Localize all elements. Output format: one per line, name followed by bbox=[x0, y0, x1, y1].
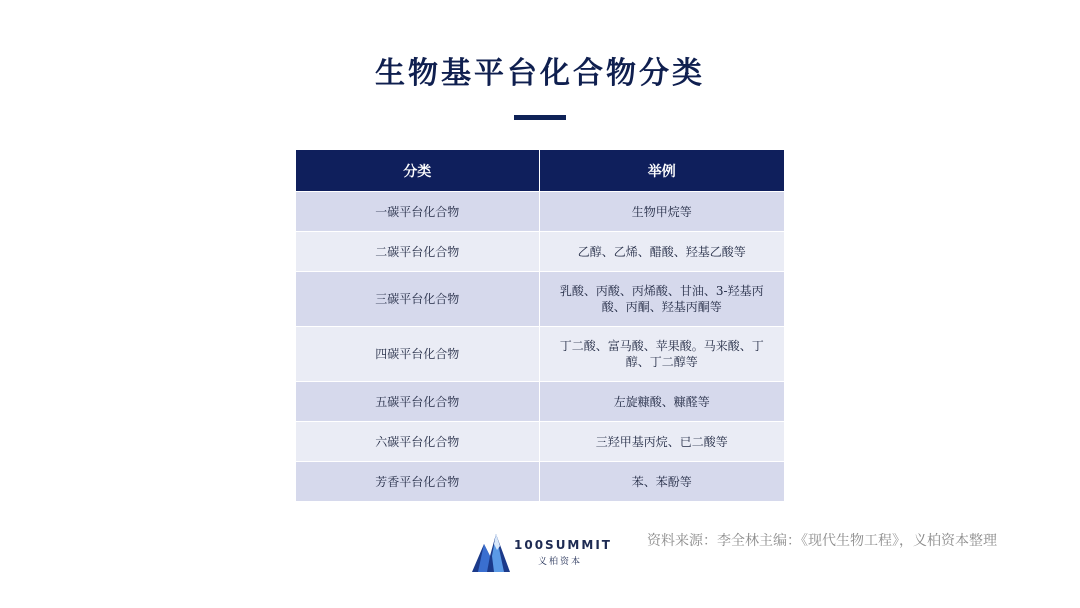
logo-name: 100SUMMIT bbox=[514, 538, 612, 552]
table-row bbox=[296, 272, 784, 327]
table-row bbox=[296, 422, 784, 462]
examples-cell: 生物甲烷等 bbox=[539, 192, 784, 232]
category-cell: 二碳平台化合物 bbox=[296, 232, 539, 272]
category-cell: 三碳平台化合物 bbox=[296, 272, 539, 327]
examples-cell: 三羟甲基丙烷、已二酸等 bbox=[539, 422, 784, 462]
mountain-logo-icon bbox=[470, 530, 512, 574]
category-cell: 六碳平台化合物 bbox=[296, 422, 539, 462]
table-row bbox=[296, 327, 784, 382]
table-row bbox=[296, 382, 784, 422]
examples-cell: 苯、苯酚等 bbox=[539, 462, 784, 502]
examples-cell: 乙醇、乙烯、醋酸、羟基乙酸等 bbox=[539, 232, 784, 272]
table-row bbox=[296, 232, 784, 272]
category-cell: 芳香平台化合物 bbox=[296, 462, 539, 502]
examples-cell: 丁二酸、富马酸、苹果酸。马来酸、丁醇、丁二醇等 bbox=[539, 327, 784, 382]
company-logo bbox=[470, 530, 620, 574]
page-title: 生物基平台化合物分类 bbox=[375, 56, 705, 91]
category-cell: 五碳平台化合物 bbox=[296, 382, 539, 422]
title-underline bbox=[514, 115, 566, 120]
table-header-row bbox=[296, 150, 784, 192]
table-row bbox=[296, 462, 784, 502]
category-cell: 四碳平台化合物 bbox=[296, 327, 539, 382]
logo-subtitle: 义柏资本 bbox=[538, 557, 583, 567]
category-cell: 一碳平台化合物 bbox=[296, 192, 539, 232]
header-category: 分类 bbox=[296, 150, 539, 192]
examples-cell: 左旋糠酸、糠醛等 bbox=[539, 382, 784, 422]
header-examples: 举例 bbox=[539, 150, 784, 192]
classification-table bbox=[296, 150, 784, 501]
table-row bbox=[296, 192, 784, 232]
examples-cell: 乳酸、丙酸、丙烯酸、甘油、3-羟基丙酸、丙酮、羟基丙酮等 bbox=[539, 272, 784, 327]
source-note: 资料来源：李全林主编：《现代生物工程》，义柏资本整理 bbox=[647, 533, 997, 549]
